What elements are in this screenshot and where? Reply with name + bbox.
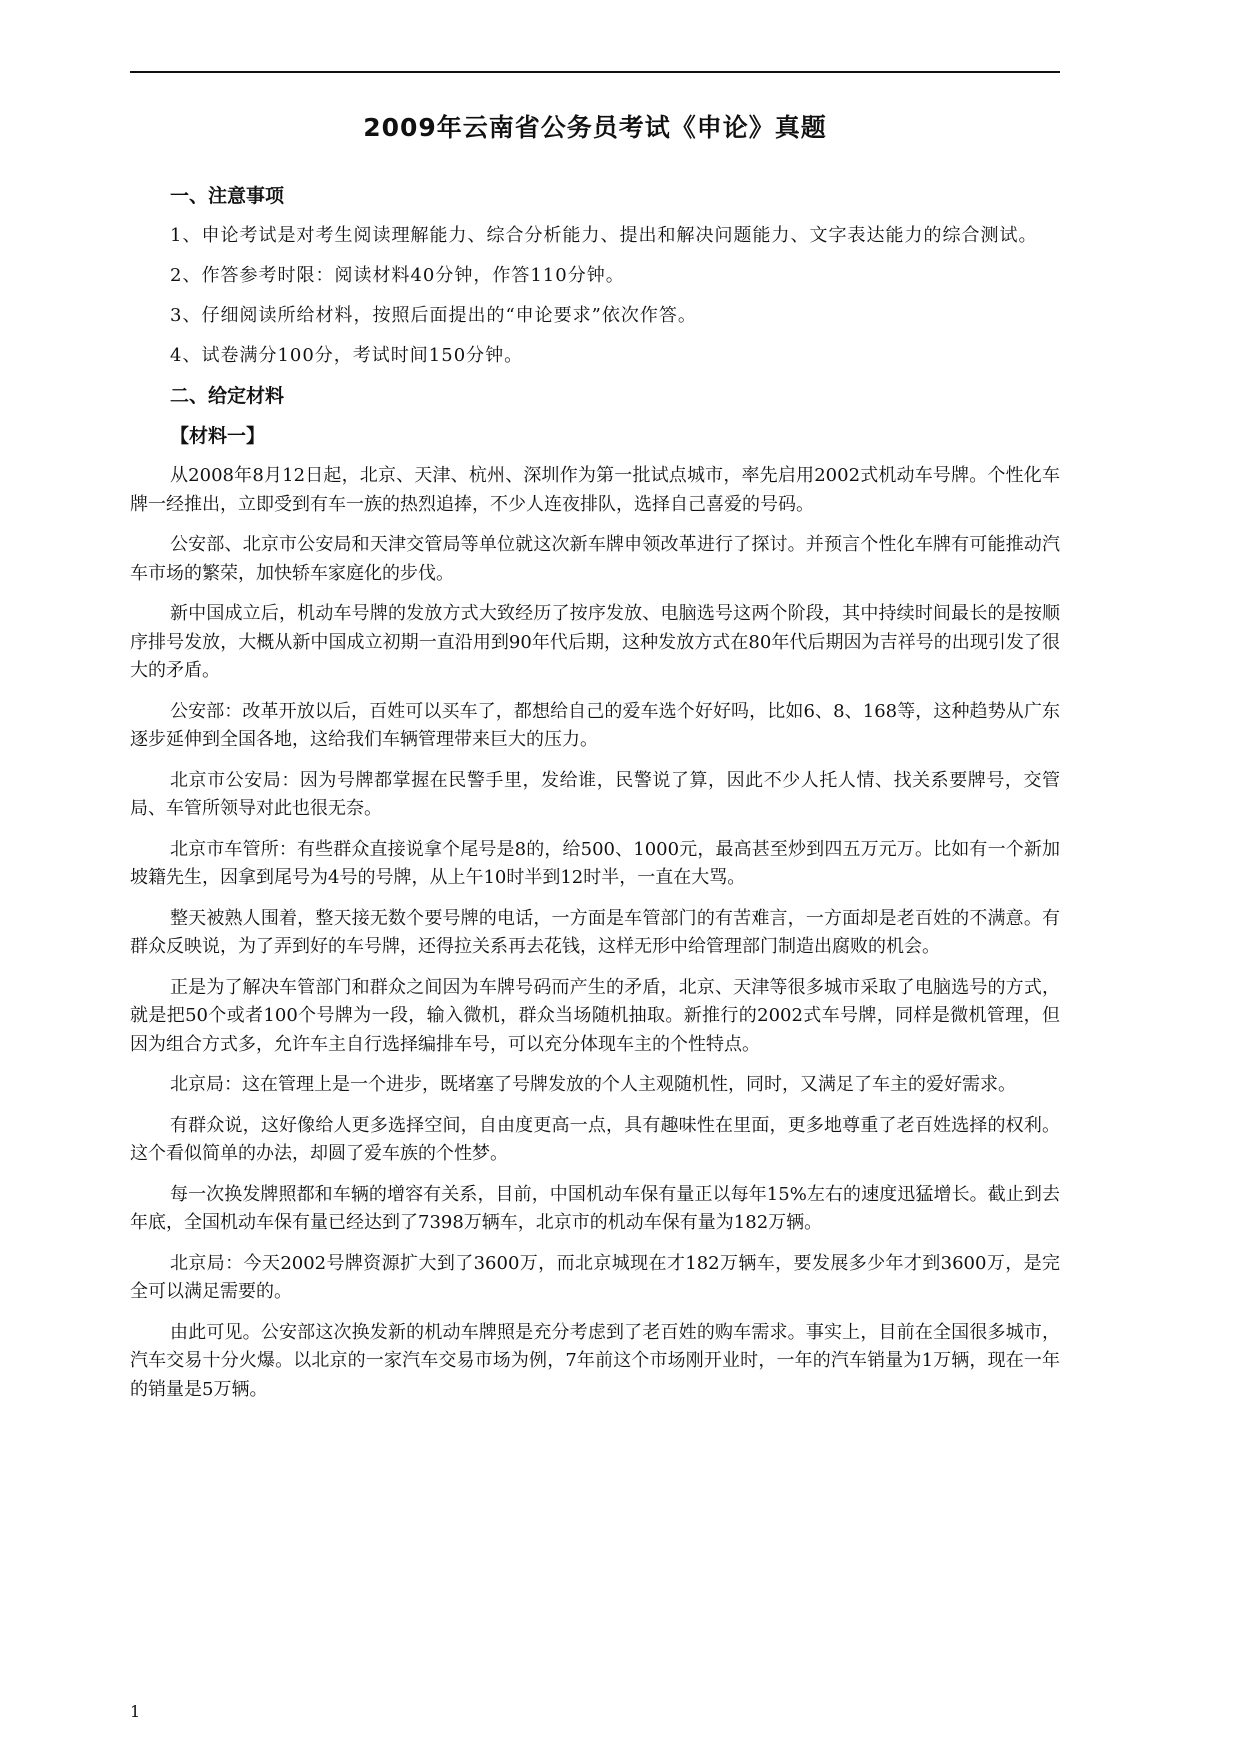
document-title: 2009年云南省公务员考试《申论》真题	[363, 113, 827, 142]
material-paragraph: 公安部：改革开放以后，百姓可以买车了，都想给自己的爱车选个好好吗，比如6、8、168等，这种趋势从广东逐步延伸到全国各地，这给我们车辆管理带来巨大的压力。	[130, 700, 1060, 750]
notice-item: 1、申论考试是对考生阅读理解能力、综合分析能力、提出和解决问题能力、文字表达能力的综合测试。	[170, 225, 1038, 246]
material-paragraph: 正是为了解决车管部门和群众之间因为车牌号码而产生的矛盾，北京、天津等很多城市采取了电脑选号的方式，就是把50个或者100个号牌为一段，输入微机，群众当场随机抽取。新推行的2002式车号牌，同样是微机管理，但因为组合方式多，允许车主自行选择编排车号，可以充分体现车主的个性特点。	[130, 976, 1060, 1055]
header-rule	[130, 71, 1060, 73]
material-paragraph: 北京市公安局：因为号牌都掌握在民警手里，发给谁，民警说了算，因此不少人托人情、找关系要牌号，交管局、车管所领导对此也很无奈。	[130, 769, 1060, 819]
notice-item: 4、试卷满分100分，考试时间150分钟。	[170, 345, 524, 366]
page-number: 1	[130, 1702, 141, 1721]
material-paragraph: 由此可见。公安部这次换发新的机动车牌照是充分考虑到了老百姓的购车需求。事实上，目前在全国很多城市，汽车交易十分火爆。以北京的一家汽车交易市场为例，7年前这个市场刚开业时，一年的汽车销量为1万辆，现在一年的销量是5万辆。	[130, 1321, 1060, 1400]
material-paragraph: 北京局：今天2002号牌资源扩大到了3600万，而北京城现在才182万辆车，要发展多少年才到3600万，是完全可以满足需要的。	[130, 1252, 1060, 1302]
section-heading-materials: 二、给定材料	[170, 385, 285, 407]
material-paragraph: 整天被熟人围着，整天接无数个要号牌的电话，一方面是车管部门的有苦难言，一方面却是老百姓的不满意。有群众反映说，为了弄到好的车号牌，还得拉关系再去花钱，这样无形中给管理部门制造出腐败的机会。	[130, 907, 1060, 957]
material-paragraph: 公安部、北京市公安局和天津交管局等单位就这次新车牌申领改革进行了探讨。并预言个性化车牌有可能推动汽车市场的繁荣，加快轿车家庭化的步伐。	[130, 534, 1060, 584]
notice-item: 3、仔细阅读所给材料，按照后面提出的“申论要求”依次作答。	[170, 305, 697, 326]
section-heading-notes: 一、注意事项	[170, 185, 285, 207]
material-paragraph: 北京市车管所：有些群众直接说拿个尾号是8的，给500、1000元，最高甚至炒到四五万元万。比如有一个新加坡籍先生，因拿到尾号为4号的号牌，从上午10时半到12时半，一直在大骂。	[130, 838, 1060, 888]
notice-item: 2、作答参考时限：阅读材料40分钟，作答110分钟。	[170, 265, 625, 286]
document-body	[130, 108, 1060, 1416]
material-paragraph: 从2008年8月12日起，北京、天津、杭州、深圳作为第一批试点城市，率先启用2002式机动车号牌。个性化车牌一经推出，立即受到有车一族的热烈追捧，不少人连夜排队，选择自己喜爱的号码。	[130, 465, 1060, 515]
material-paragraph: 北京局：这在管理上是一个进步，既堵塞了号牌发放的个人主观随机性，同时，又满足了车主的爱好需求。	[170, 1074, 1016, 1095]
material-paragraph: 有群众说，这好像给人更多选择空间，自由度更高一点，具有趣味性在里面，更多地尊重了老百姓选择的权利。这个看似简单的办法，却圆了爱车族的个性梦。	[130, 1114, 1060, 1164]
material-heading: 【材料一】	[170, 425, 266, 447]
material-paragraph: 新中国成立后，机动车号牌的发放方式大致经历了按序发放、电脑选号这两个阶段，其中持续时间最长的是按顺序排号发放，大概从新中国成立初期一直沿用到90年代后期，这种发放方式在80年代后期因为吉祥号的出现引发了很大的矛盾。	[130, 603, 1060, 681]
material-paragraph: 每一次换发牌照都和车辆的增容有关系，目前，中国机动车保有量正以每年15%左右的速度迅猛增长。截止到去年底，全国机动车保有量已经达到了7398万辆车，北京市的机动车保有量为182万辆。	[130, 1183, 1060, 1233]
